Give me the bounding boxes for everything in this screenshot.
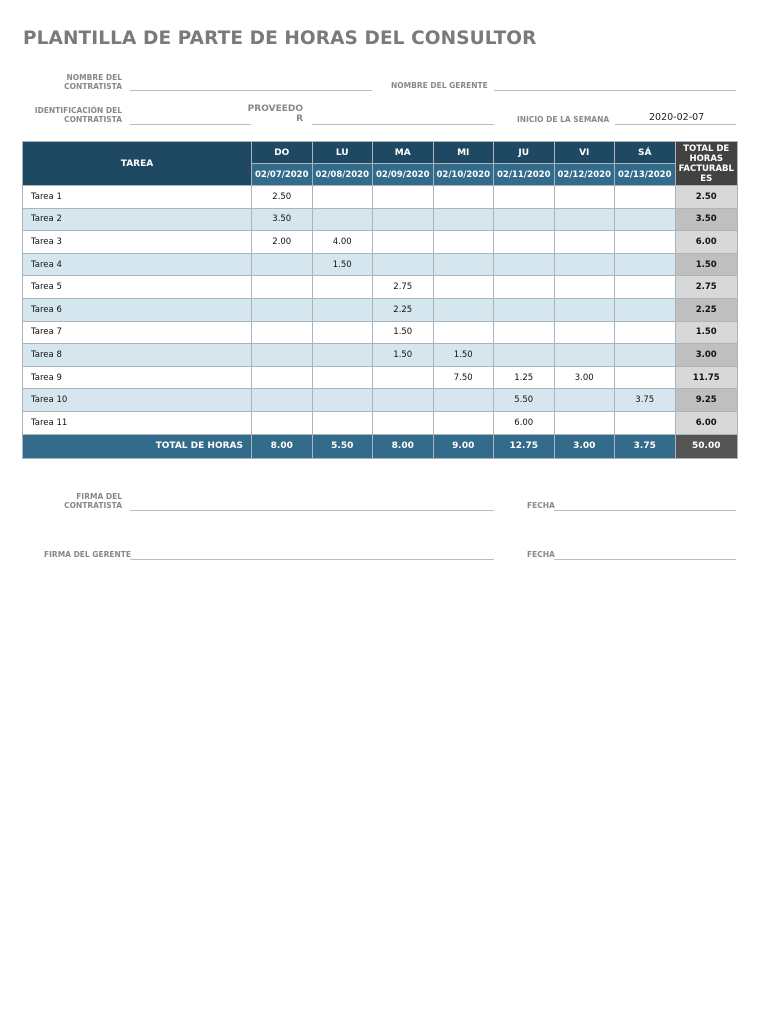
hours-cell[interactable] <box>252 276 313 299</box>
row-total: 2.25 <box>675 298 738 321</box>
hours-cell[interactable]: 2.50 <box>252 186 313 209</box>
hours-cell[interactable] <box>554 298 615 321</box>
day-header: SÁ <box>615 142 676 164</box>
day-header: MI <box>433 142 494 164</box>
row-total: 1.50 <box>675 321 738 344</box>
hours-cell[interactable] <box>252 321 313 344</box>
manager-signature-label: FIRMA DEL GERENTE <box>44 550 132 559</box>
hours-cell[interactable] <box>312 208 373 231</box>
task-name[interactable]: Tarea 10 <box>23 389 252 412</box>
hours-cell[interactable] <box>373 366 434 389</box>
date-header: 02/12/2020 <box>554 164 615 186</box>
manager-signature-field[interactable] <box>130 559 494 560</box>
date-header: 02/13/2020 <box>615 164 676 186</box>
hours-cell[interactable] <box>373 389 434 412</box>
day-header: JU <box>494 142 555 164</box>
task-name[interactable]: Tarea 6 <box>23 298 252 321</box>
hours-cell[interactable] <box>433 411 494 434</box>
hours-cell[interactable] <box>252 389 313 412</box>
hours-cell[interactable] <box>494 208 555 231</box>
week-start-value[interactable]: 2020-02-07 <box>649 112 705 123</box>
hours-cell[interactable] <box>554 389 615 412</box>
hours-cell[interactable] <box>615 186 676 209</box>
day-total: 8.00 <box>373 434 434 458</box>
hours-cell[interactable] <box>312 366 373 389</box>
hours-cell[interactable] <box>615 366 676 389</box>
hours-cell[interactable]: 5.50 <box>494 389 555 412</box>
day-total: 12.75 <box>494 434 555 458</box>
hours-cell[interactable] <box>373 411 434 434</box>
manager-name-field[interactable] <box>494 90 736 91</box>
hours-cell[interactable] <box>615 208 676 231</box>
day-header: VI <box>554 142 615 164</box>
hours-cell[interactable] <box>615 231 676 254</box>
hours-cell[interactable] <box>433 231 494 254</box>
task-name[interactable]: Tarea 3 <box>23 231 252 254</box>
manager-date-field[interactable] <box>554 559 736 560</box>
hours-cell[interactable] <box>252 344 313 367</box>
hours-cell[interactable] <box>433 321 494 344</box>
hours-cell[interactable]: 3.50 <box>252 208 313 231</box>
hours-cell[interactable] <box>554 411 615 434</box>
hours-cell[interactable]: 1.50 <box>373 344 434 367</box>
hours-cell[interactable] <box>252 411 313 434</box>
manager-name-label: NOMBRE DEL GERENTE <box>391 81 488 90</box>
contractor-date-field[interactable] <box>554 510 736 511</box>
row-total: 2.50 <box>675 186 738 209</box>
hours-cell[interactable] <box>494 298 555 321</box>
task-name[interactable]: Tarea 8 <box>23 344 252 367</box>
hours-cell[interactable] <box>554 208 615 231</box>
hours-cell[interactable] <box>433 253 494 276</box>
hours-cell[interactable] <box>312 411 373 434</box>
timesheet-table <box>22 141 738 459</box>
table-row <box>23 366 738 389</box>
row-total: 6.00 <box>675 231 738 254</box>
task-header: TAREA <box>23 142 252 186</box>
row-total: 2.75 <box>675 276 738 299</box>
hours-cell[interactable] <box>252 366 313 389</box>
contractor-id-label: IDENTIFICACIÓN DEL CONTRATISTA <box>34 106 122 124</box>
day-header: LU <box>312 142 373 164</box>
hours-cell[interactable] <box>312 186 373 209</box>
hours-cell[interactable] <box>433 186 494 209</box>
hours-cell[interactable] <box>312 276 373 299</box>
hours-cell[interactable]: 7.50 <box>433 366 494 389</box>
hours-cell[interactable] <box>373 186 434 209</box>
hours-cell[interactable] <box>252 298 313 321</box>
row-total: 11.75 <box>675 366 738 389</box>
hours-cell[interactable] <box>494 276 555 299</box>
hours-cell[interactable]: 4.00 <box>312 231 373 254</box>
hours-cell[interactable]: 1.50 <box>312 253 373 276</box>
table-row <box>23 389 738 412</box>
week-start-label: INICIO DE LA SEMANA <box>517 115 610 124</box>
task-name[interactable]: Tarea 1 <box>23 186 252 209</box>
hours-cell[interactable] <box>373 253 434 276</box>
hours-cell[interactable] <box>554 253 615 276</box>
hours-cell[interactable]: 2.75 <box>373 276 434 299</box>
day-total: 3.00 <box>554 434 615 458</box>
hours-cell[interactable] <box>554 186 615 209</box>
total-hours-label: TOTAL DE HORAS <box>23 434 252 458</box>
hours-cell[interactable] <box>554 231 615 254</box>
hours-cell[interactable] <box>494 321 555 344</box>
table-row <box>23 344 738 367</box>
day-header: DO <box>252 142 313 164</box>
task-name[interactable]: Tarea 4 <box>23 253 252 276</box>
table-row <box>23 298 738 321</box>
hours-cell[interactable] <box>494 186 555 209</box>
task-name[interactable]: Tarea 2 <box>23 208 252 231</box>
contractor-name-label: NOMBRE DEL CONTRATISTA <box>64 73 122 91</box>
hours-cell[interactable] <box>615 344 676 367</box>
hours-cell[interactable]: 1.25 <box>494 366 555 389</box>
billable-total-header: TOTAL DE HORAS FACTURABL ES <box>675 142 738 186</box>
page-title: PLANTILLA DE PARTE DE HORAS DEL CONSULTOR <box>23 28 537 49</box>
day-total: 8.00 <box>252 434 313 458</box>
hours-cell[interactable] <box>494 253 555 276</box>
day-total: 3.75 <box>615 434 676 458</box>
contractor-name-field[interactable] <box>130 90 372 91</box>
table-row <box>23 208 738 231</box>
hours-cell[interactable] <box>373 231 434 254</box>
hours-cell[interactable] <box>615 411 676 434</box>
task-name[interactable]: Tarea 5 <box>23 276 252 299</box>
table-row <box>23 231 738 254</box>
hours-cell[interactable] <box>494 231 555 254</box>
row-total: 1.50 <box>675 253 738 276</box>
hours-cell[interactable] <box>433 208 494 231</box>
hours-cell[interactable] <box>494 344 555 367</box>
table-row <box>23 276 738 299</box>
contractor-signature-label: FIRMA DEL CONTRATISTA <box>64 492 122 510</box>
row-total: 3.00 <box>675 344 738 367</box>
hours-cell[interactable] <box>615 298 676 321</box>
hours-cell[interactable] <box>433 389 494 412</box>
hours-cell[interactable]: 1.50 <box>373 321 434 344</box>
totals-row <box>23 434 738 458</box>
hours-cell[interactable]: 6.00 <box>494 411 555 434</box>
day-header: MA <box>373 142 434 164</box>
date-label: FECHA <box>527 550 555 559</box>
hours-cell[interactable]: 2.00 <box>252 231 313 254</box>
day-total: 5.50 <box>312 434 373 458</box>
hours-cell[interactable] <box>554 321 615 344</box>
date-label: FECHA <box>527 501 555 510</box>
hours-cell[interactable]: 1.50 <box>433 344 494 367</box>
date-header: 02/07/2020 <box>252 164 313 186</box>
row-total: 9.25 <box>675 389 738 412</box>
date-header: 02/08/2020 <box>312 164 373 186</box>
row-total: 3.50 <box>675 208 738 231</box>
contractor-signature-field[interactable] <box>130 510 494 511</box>
hours-cell[interactable]: 2.25 <box>373 298 434 321</box>
hours-cell[interactable] <box>554 344 615 367</box>
contractor-id-field[interactable] <box>130 124 251 125</box>
table-row <box>23 321 738 344</box>
row-total: 6.00 <box>675 411 738 434</box>
hours-cell[interactable] <box>615 276 676 299</box>
hours-cell[interactable] <box>312 389 373 412</box>
task-name[interactable]: Tarea 11 <box>23 411 252 434</box>
day-total: 9.00 <box>433 434 494 458</box>
hours-cell[interactable] <box>615 321 676 344</box>
date-header: 02/11/2020 <box>494 164 555 186</box>
week-start-field[interactable] <box>615 124 736 125</box>
task-name[interactable]: Tarea 9 <box>23 366 252 389</box>
provider-label: PROVEEDO R <box>247 104 303 124</box>
hours-cell[interactable] <box>433 276 494 299</box>
hours-cell[interactable] <box>252 253 313 276</box>
table-row <box>23 253 738 276</box>
hours-cell[interactable] <box>312 298 373 321</box>
date-header: 02/10/2020 <box>433 164 494 186</box>
hours-cell[interactable]: 3.75 <box>615 389 676 412</box>
hours-cell[interactable] <box>312 344 373 367</box>
hours-cell[interactable] <box>312 321 373 344</box>
hours-cell[interactable] <box>554 276 615 299</box>
hours-cell[interactable] <box>615 253 676 276</box>
hours-cell[interactable]: 3.00 <box>554 366 615 389</box>
hours-cell[interactable] <box>433 298 494 321</box>
date-header: 02/09/2020 <box>373 164 434 186</box>
hours-cell[interactable] <box>373 208 434 231</box>
provider-field[interactable] <box>312 124 494 125</box>
task-name[interactable]: Tarea 7 <box>23 321 252 344</box>
grand-total: 50.00 <box>675 434 738 458</box>
table-row <box>23 411 738 434</box>
table-row <box>23 186 738 209</box>
